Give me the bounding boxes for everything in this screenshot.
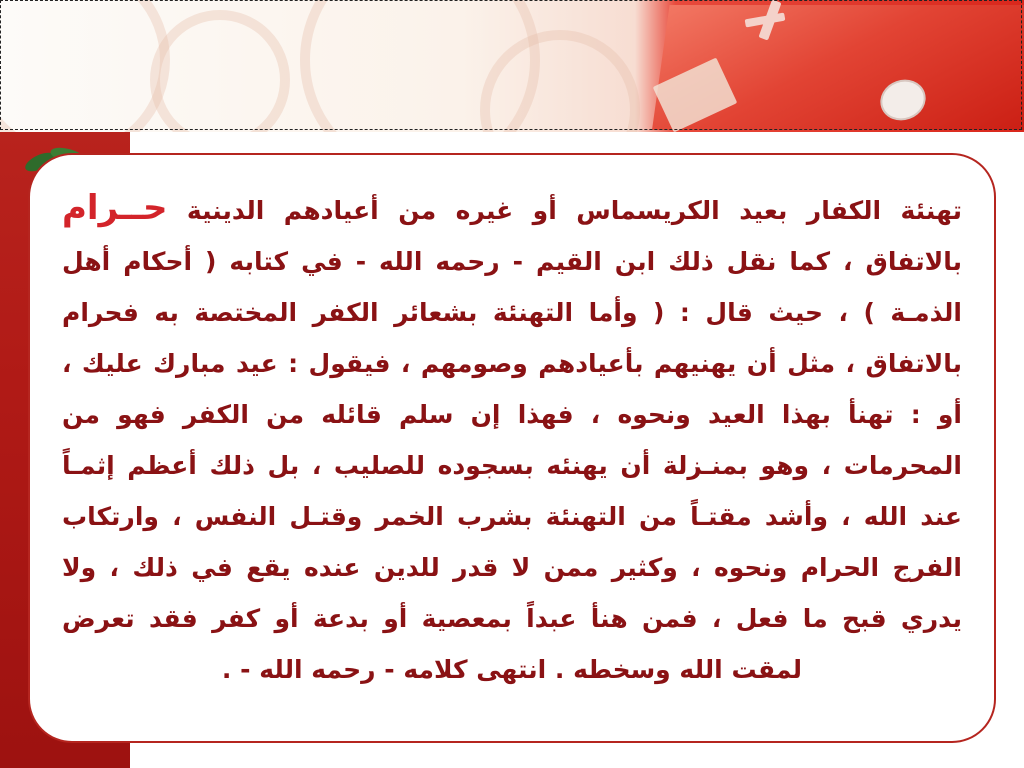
highlight-word: حــرام [62, 188, 168, 228]
paragraph-intro: تهنئة الكفار بعيد الكريسماس أو غيره من أعيادهم الدينية [167, 196, 962, 225]
header-banner [0, 0, 1024, 132]
paragraph-body: بالاتفاق ، كما نقل ذلك ابن القيم - رحمه الله - في كتابه ( أحكام أهل الذمـة ) ، حيث قال : ( وأما التهنئة بشعائر الكفر المختصة به فحرام بالاتفاق ، مثل أن يهنيهم بأعيادهم وصومهم ، فيقول : عيد مبارك عليك ، أو : تهنأ بهذا العيد ونحوه ، فهذا إن سلم قائله من الكفر فهو من المحرمات ، وهو بمنـزلة أن يهنئه بسجوده للصليب ، بل ذلك أعظم إثمـاً عند الله ، وأشد مقتـاً من التهنئة بشرب الخمر وقتـل النفس ، وارتكاب الفرج الحرام ونحوه ، وكثير ممن لا قدر للدين عنده يقع في ذلك ، ولا يدري قبح ما فعل ، فمن هنأ عبداً بمعصية أو بدعة أو كفر فقد تعرض لمقت الله وسخطه . انتهى كلامه - رحمه الله - . [62, 247, 962, 684]
fatwa-text [62, 183, 962, 695]
banner-dashed-frame [0, 0, 1022, 130]
